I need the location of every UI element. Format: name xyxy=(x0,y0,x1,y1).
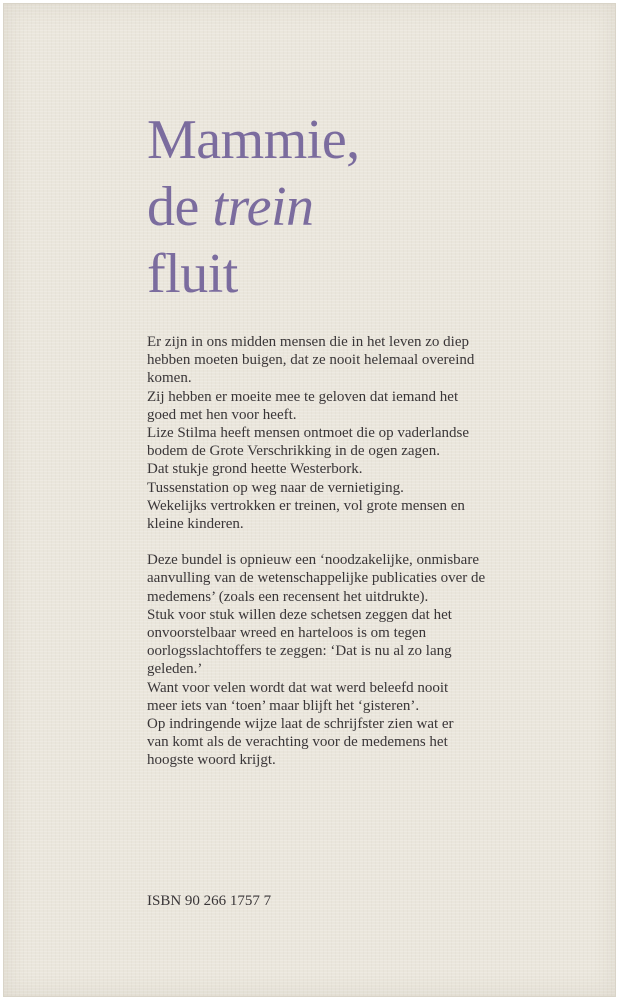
book-title xyxy=(147,107,360,308)
blurb-paragraph: Op indringende wijze laat de schrijfster zien wat er van komt als de verachting voor de medemens het hoogste woord krijgt. xyxy=(147,716,454,769)
title-line-1: Mammie, xyxy=(147,109,360,171)
blurb-paragraph: Lize Stilma heeft mensen ontmoet die op vaderlandse bodem de Grote Verschrikking in de ogen zagen. xyxy=(147,425,469,460)
title-word-trein: trein xyxy=(212,176,314,238)
book-back-cover xyxy=(3,3,616,997)
blurb-paragraph: Dat stukje grond heette Westerbork. Tussenstation op weg naar de vernietiging. Wekelijks vertrokken er treinen, vol grote mensen en kleine kinderen. xyxy=(147,461,465,533)
blurb-paragraph: Zij hebben er moeite mee te geloven dat iemand het goed met hen voor heeft. xyxy=(147,388,459,423)
blurb-text xyxy=(147,333,587,770)
title-word-de: de xyxy=(147,176,213,238)
blurb-paragraph: Er zijn in ons midden mensen die in het leven zo diep hebben moeten buigen, dat ze nooit helemaal overeind komen. xyxy=(147,334,475,387)
blurb-paragraph: Want voor velen wordt dat wat werd beleefd nooit meer iets van ‘toen’ maar blijft het ‘gisteren’. xyxy=(147,679,449,714)
isbn-number: ISBN 90 266 1757 7 xyxy=(147,893,272,909)
title-line-2 xyxy=(147,176,314,238)
title-line-3: fluit xyxy=(147,243,238,305)
paragraph-gap xyxy=(147,533,587,551)
blurb-paragraph: Stuk voor stuk willen deze schetsen zeggen dat het onvoorstelbaar wreed en harteloos is om tegen oorlogsslachtoffers te zeggen: ‘Dat is nu al zo lang geleden.’ xyxy=(147,606,452,678)
blurb-paragraph: Deze bundel is opnieuw een ‘noodzakelijke, onmisbare aanvulling van de wetenschappelijke publicaties over de medemens’ (zoals een recensent het uitdrukte). xyxy=(147,552,486,605)
